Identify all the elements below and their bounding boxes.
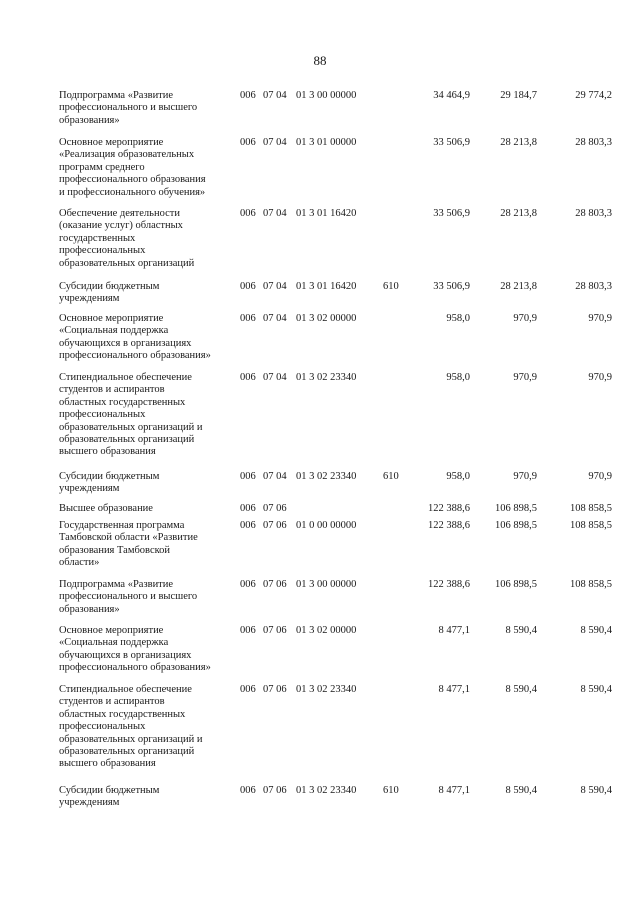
section-code: 07 06: [263, 579, 287, 590]
section-code: 07 04: [263, 208, 287, 219]
row-name: [59, 785, 239, 810]
amount-year-2: 29 184,7: [500, 90, 537, 101]
row-name-line: образовательных организаций: [59, 434, 195, 446]
page-number: 88: [313, 53, 327, 68]
row-name-line: обучающихся в организациях: [59, 649, 192, 661]
row-name-line: Стипендиальное обеспечение: [59, 372, 192, 383]
row-name-line: профессиональных: [59, 245, 146, 257]
row-name-line: студентов и аспирантов: [59, 696, 165, 708]
target-article-code: 01 3 02 00000: [296, 313, 357, 324]
row-name-line: и профессионального обучения»: [59, 186, 206, 198]
amount-year-2: 106 898,5: [495, 520, 537, 531]
amount-year-2: 970,9: [513, 372, 537, 383]
row-name-line: профессионального и высшего: [59, 591, 198, 603]
row-name-line: профессионального образования»: [59, 662, 211, 674]
ministry-code: 006: [240, 137, 256, 148]
amount-year-1: 958,0: [446, 372, 470, 383]
amount-year-2: 28 213,8: [500, 208, 537, 219]
row-name-line: образовательных организаций: [59, 257, 195, 269]
row-name: [59, 625, 239, 675]
row-name-line: «Социальная поддержка: [59, 325, 169, 337]
row-name-line: Основное мероприятие: [59, 137, 164, 148]
row-name-line: Стипендиальное обеспечение: [59, 684, 192, 695]
ministry-code: 006: [240, 471, 256, 482]
amount-year-3: 108 858,5: [570, 520, 612, 531]
row-name-line: Тамбовской области «Развитие: [59, 532, 198, 544]
amount-year-2: 970,9: [513, 471, 537, 482]
section-code: 07 06: [263, 684, 287, 695]
row-name-line: областных государственных: [59, 396, 186, 408]
row-name-line: профессиональных: [59, 409, 146, 421]
ministry-code: 006: [240, 281, 256, 292]
row-name-line: учреждениям: [59, 483, 120, 495]
row-name-line: профессиональных: [59, 721, 146, 733]
ministry-code: 006: [240, 579, 256, 590]
row-name-line: «Реализация образовательных: [59, 149, 195, 161]
section-code: 07 04: [263, 281, 287, 292]
amount-year-1: 33 506,9: [433, 281, 470, 292]
amount-year-1: 8 477,1: [438, 625, 470, 636]
amount-year-3: 29 774,2: [575, 90, 612, 101]
amount-year-1: 8 477,1: [438, 785, 470, 796]
row-name: [59, 208, 239, 270]
amount-year-3: 108 858,5: [570, 579, 612, 590]
amount-year-3: 8 590,4: [580, 684, 612, 695]
row-name-line: профессионального и высшего: [59, 102, 198, 114]
amount-year-2: 970,9: [513, 313, 537, 324]
amount-year-1: 34 464,9: [433, 90, 470, 101]
amount-year-2: 28 213,8: [500, 137, 537, 148]
amount-year-3: 8 590,4: [580, 785, 612, 796]
ministry-code: 006: [240, 785, 256, 796]
row-name-line: Высшее образование: [59, 503, 153, 514]
section-code: 07 06: [263, 785, 287, 796]
section-code: 07 06: [263, 625, 287, 636]
row-name-line: образования Тамбовской: [59, 544, 171, 556]
row-name-line: обучающихся в организациях: [59, 337, 192, 349]
row-name-line: Основное мероприятие: [59, 313, 164, 324]
target-article-code: 01 3 02 00000: [296, 625, 357, 636]
target-article-code: 01 3 02 23340: [296, 684, 357, 695]
row-name: [59, 90, 239, 127]
row-name-line: учреждениям: [59, 293, 120, 305]
amount-year-1: 122 388,6: [428, 503, 470, 514]
amount-year-3: 28 803,3: [575, 281, 612, 292]
ministry-code: 006: [240, 208, 256, 219]
amount-year-2: 8 590,4: [505, 684, 537, 695]
section-code: 07 04: [263, 372, 287, 383]
row-name-line: профессионального образования»: [59, 350, 211, 362]
target-article-code: 01 3 02 23340: [296, 372, 357, 383]
target-article-code: 01 3 02 23340: [296, 471, 357, 482]
amount-year-3: 970,9: [588, 372, 612, 383]
amount-year-1: 958,0: [446, 313, 470, 324]
row-name: [59, 313, 239, 363]
ministry-code: 006: [240, 90, 256, 101]
expense-type-code: 610: [383, 281, 399, 292]
amount-year-1: 958,0: [446, 471, 470, 482]
row-name-line: программ среднего: [59, 161, 145, 173]
ministry-code: 006: [240, 625, 256, 636]
target-article-code: 01 3 00 00000: [296, 579, 357, 590]
row-name-line: образования»: [59, 603, 120, 615]
amount-year-3: 970,9: [588, 471, 612, 482]
ministry-code: 006: [240, 520, 256, 531]
row-name: [59, 684, 239, 771]
row-name-line: учреждениям: [59, 797, 120, 809]
row-name-line: (оказание услуг) областных: [59, 220, 183, 232]
ministry-code: 006: [240, 313, 256, 324]
row-name-line: студентов и аспирантов: [59, 384, 165, 396]
row-name: [59, 520, 239, 570]
row-name-line: Субсидии бюджетным: [59, 471, 160, 482]
ministry-code: 006: [240, 372, 256, 383]
amount-year-1: 33 506,9: [433, 137, 470, 148]
section-code: 07 04: [263, 137, 287, 148]
amount-year-2: 8 590,4: [505, 625, 537, 636]
section-code: 07 06: [263, 520, 287, 531]
target-article-code: 01 3 01 16420: [296, 281, 357, 292]
amount-year-2: 106 898,5: [495, 503, 537, 514]
amount-year-3: 28 803,3: [575, 137, 612, 148]
amount-year-1: 8 477,1: [438, 684, 470, 695]
row-name-line: «Социальная поддержка: [59, 637, 169, 649]
row-name-line: высшего образования: [59, 758, 156, 770]
amount-year-3: 108 858,5: [570, 503, 612, 514]
row-name-line: Обеспечение деятельности: [59, 208, 180, 219]
row-name-line: Подпрограмма «Развитие: [59, 90, 174, 101]
amount-year-2: 28 213,8: [500, 281, 537, 292]
target-article-code: 01 3 01 00000: [296, 137, 357, 148]
amount-year-3: 970,9: [588, 313, 612, 324]
section-code: 07 04: [263, 90, 287, 101]
amount-year-2: 106 898,5: [495, 579, 537, 590]
row-name: [59, 579, 239, 616]
row-name-line: образовательных организаций и: [59, 733, 203, 745]
row-name: [59, 503, 239, 515]
target-article-code: 01 3 02 23340: [296, 785, 357, 796]
section-code: 07 06: [263, 503, 287, 514]
amount-year-1: 122 388,6: [428, 520, 470, 531]
amount-year-1: 122 388,6: [428, 579, 470, 590]
row-name-line: области»: [59, 557, 100, 569]
amount-year-3: 28 803,3: [575, 208, 612, 219]
row-name-line: государственных: [59, 232, 136, 244]
row-name-line: Подпрограмма «Развитие: [59, 579, 174, 590]
section-code: 07 04: [263, 313, 287, 324]
row-name-line: образовательных организаций и: [59, 421, 203, 433]
row-name-line: Государственная программа: [59, 520, 185, 531]
row-name-line: Субсидии бюджетным: [59, 281, 160, 292]
row-name-line: образования»: [59, 114, 120, 126]
amount-year-2: 8 590,4: [505, 785, 537, 796]
ministry-code: 006: [240, 503, 256, 514]
target-article-code: 01 3 00 00000: [296, 90, 357, 101]
expense-type-code: 610: [383, 785, 399, 796]
row-name-line: образовательных организаций: [59, 746, 195, 758]
row-name: [59, 281, 239, 306]
expense-type-code: 610: [383, 471, 399, 482]
section-code: 07 04: [263, 471, 287, 482]
row-name-line: областных государственных: [59, 708, 186, 720]
row-name-line: Субсидии бюджетным: [59, 785, 160, 796]
row-name-line: высшего образования: [59, 446, 156, 458]
amount-year-3: 8 590,4: [580, 625, 612, 636]
row-name-line: профессионального образования: [59, 174, 206, 186]
row-name-line: Основное мероприятие: [59, 625, 164, 636]
target-article-code: 01 3 01 16420: [296, 208, 357, 219]
row-name: [59, 372, 239, 459]
target-article-code: 01 0 00 00000: [296, 520, 357, 531]
amount-year-1: 33 506,9: [433, 208, 470, 219]
row-name: [59, 137, 239, 199]
row-name: [59, 471, 239, 496]
ministry-code: 006: [240, 684, 256, 695]
